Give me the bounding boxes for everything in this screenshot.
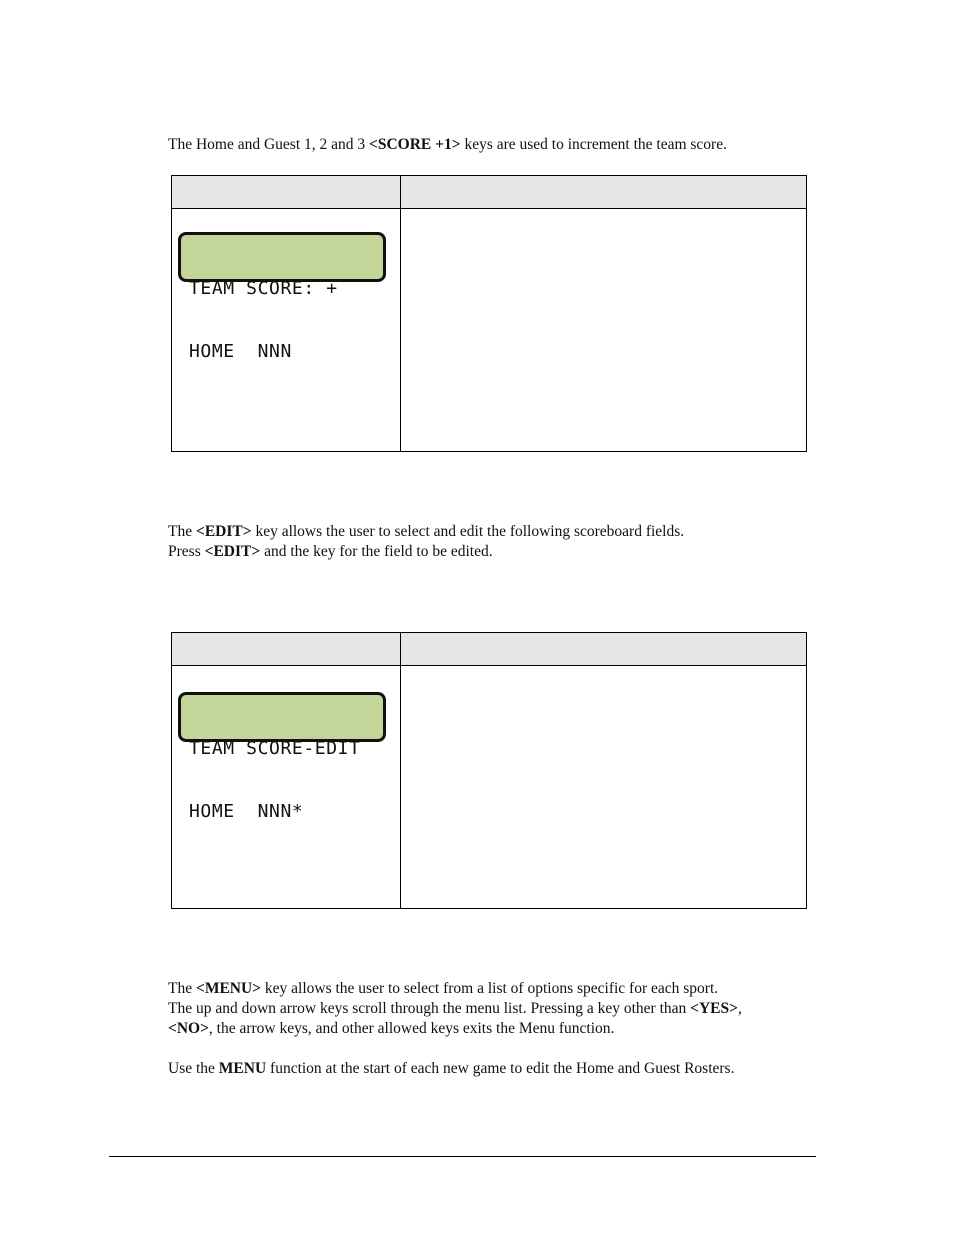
edit-intro-text-4: and the key for the field to be edited. <box>260 543 493 560</box>
edit-intro-text-3: Press <box>168 543 205 560</box>
score-key-label: <SCORE +1> <box>369 136 461 153</box>
no-key-label: <NO> <box>168 1020 209 1037</box>
score-intro-text-1: The Home and Guest 1, 2 and 3 <box>168 136 370 153</box>
edit-key-label-2: <EDIT> <box>204 543 261 560</box>
score-intro-text-2: keys are used to increment the team score. <box>460 136 727 153</box>
menu-intro-text-7: function at the start of each new game to edit the Home and Guest Rosters. <box>266 1060 735 1077</box>
edit-intro-text-1: The <box>168 523 196 540</box>
menu-key-label: <MENU> <box>195 980 262 997</box>
yes-key-label: <YES> <box>690 1000 738 1017</box>
menu-intro-line-4 <box>168 1059 734 1079</box>
score-lcd-display <box>178 232 386 362</box>
edit-table-divider <box>400 633 401 908</box>
score-table <box>171 175 807 452</box>
menu-intro-text-5: , the arrow keys, and other allowed keys exits the Menu function. <box>208 1020 615 1037</box>
score-lcd-line-1: TEAM SCORE: + <box>189 278 338 299</box>
menu-intro-line-2 <box>168 999 742 1019</box>
menu-intro-text-3: The up and down arrow keys scroll through the menu list. Pressing a key other than <box>168 1000 691 1017</box>
menu-function-label: MENU <box>218 1060 267 1077</box>
footer-rule <box>109 1156 816 1157</box>
edit-key-label: <EDIT> <box>195 523 252 540</box>
edit-lcd-display <box>178 692 386 822</box>
score-table-divider <box>400 176 401 451</box>
edit-intro-line-1 <box>168 522 684 542</box>
menu-intro-text-6: Use the <box>168 1060 219 1077</box>
edit-intro-text-2: key allows the user to select and edit the following scoreboard fields. <box>251 523 685 540</box>
menu-intro-text-4: , <box>737 1000 742 1017</box>
score-lcd-line-2: HOME NNN <box>189 341 292 362</box>
score-table-header <box>172 176 806 209</box>
edit-table-header <box>172 633 806 666</box>
menu-intro-line-3 <box>168 1019 614 1039</box>
menu-intro-text-2: key allows the user to select from a list of options specific for each sport. <box>261 980 719 997</box>
edit-lcd-line-2: HOME NNN* <box>189 801 304 822</box>
menu-intro-text-1: The <box>168 980 196 997</box>
edit-table <box>171 632 807 909</box>
edit-intro-line-2 <box>168 542 493 562</box>
menu-intro-line-1 <box>168 979 718 999</box>
edit-lcd-line-1: TEAM SCORE-EDIT <box>189 738 361 759</box>
score-intro-paragraph <box>168 135 727 155</box>
